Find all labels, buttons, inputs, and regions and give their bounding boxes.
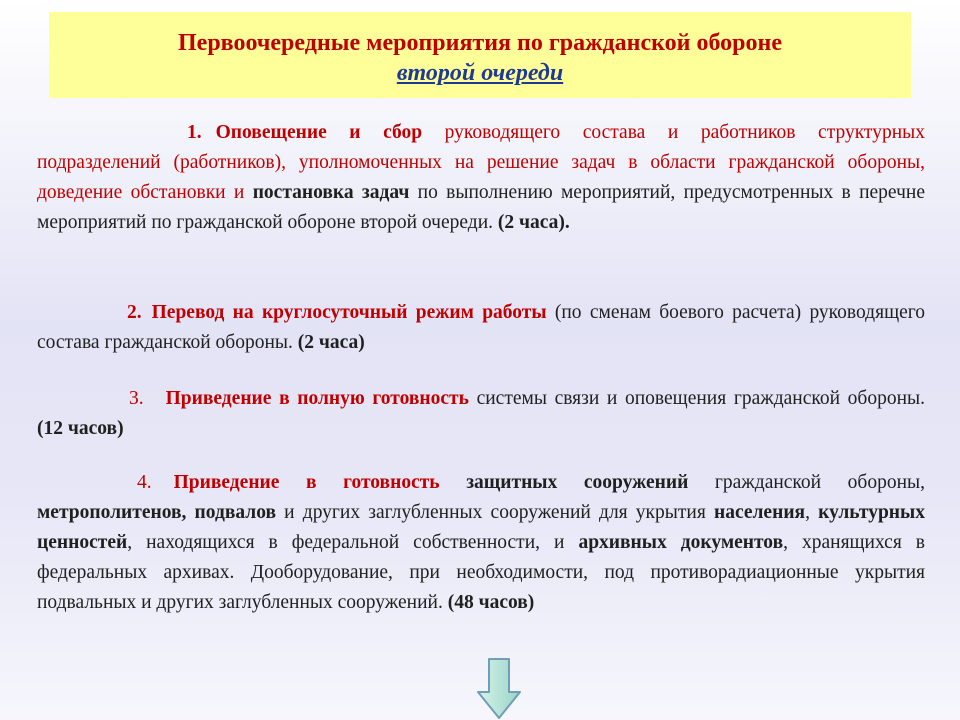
- item-2-duration: (2 часа): [297, 332, 365, 353]
- item-2-heading: Перевод на круглосуточный режим работы: [151, 302, 547, 323]
- item-2-text-a: (по сменам боевого расчета) руководящего состава гражданской обороны.: [37, 302, 926, 353]
- item-3-text-a: системы связи и оповещения гражданской обороны.: [468, 388, 925, 409]
- down-arrow-icon[interactable]: [476, 658, 522, 720]
- title-banner: [49, 12, 911, 98]
- item-1-text-a: руководящего состава и работников структурных подразделений (работников), уполномоченных на решение задач в области гражданской обороны, доведение обстановки и: [37, 122, 925, 203]
- item-3: [37, 384, 925, 444]
- item-3-heading: Приведение в полную готовность: [165, 388, 469, 409]
- item-4-text-a: гражданской обороны,: [688, 472, 926, 493]
- item-4-text-c: ,: [805, 502, 819, 523]
- item-1-text-b: по выполнению мероприятий, предусмотренных в перечне мероприятий по гражданской обороне второй очереди.: [37, 182, 925, 233]
- item-4-bold-e: архивных документов: [578, 532, 784, 553]
- item-4-bold-b: метрополитенов, подвалов: [37, 502, 277, 523]
- item-4-heading: Приведение в готовность: [173, 472, 440, 493]
- item-4-text-d: , находящихся в федеральной собственности, и: [127, 532, 579, 553]
- item-3-duration: (12 часов): [37, 418, 124, 439]
- item-1-heading: Оповещение и сбор: [215, 122, 423, 143]
- item-2: [37, 298, 925, 358]
- item-4-bold-c: населения: [713, 502, 806, 523]
- item-2-number: 2.: [127, 302, 142, 323]
- item-4-duration: (48 часов): [447, 592, 535, 613]
- item-3-number: 3.: [129, 388, 144, 409]
- item-1-number: 1.: [187, 122, 202, 143]
- item-4-text-e: , хранящихся в федеральных архивах. Дооборудование, при необходимости, под противорадиационные укрытия подвальных и других заглубленных сооружений.: [37, 532, 925, 613]
- item-1-duration: (2 часа).: [497, 212, 570, 233]
- item-4-bold-a: защитных сооружений: [466, 472, 689, 493]
- page-title: Первоочередные мероприятия по гражданской обороне: [178, 30, 782, 56]
- item-4-text-b: и других заглубленных сооружений для укрытия: [276, 502, 714, 523]
- page-subtitle: второй очереди: [396, 60, 564, 86]
- item-1: [37, 118, 925, 238]
- item-1-bold-a: постановка задач: [252, 182, 410, 203]
- item-4-bold-d: культурных ценностей: [37, 502, 926, 553]
- item-4-number: 4.: [137, 472, 152, 493]
- item-4: [37, 468, 925, 618]
